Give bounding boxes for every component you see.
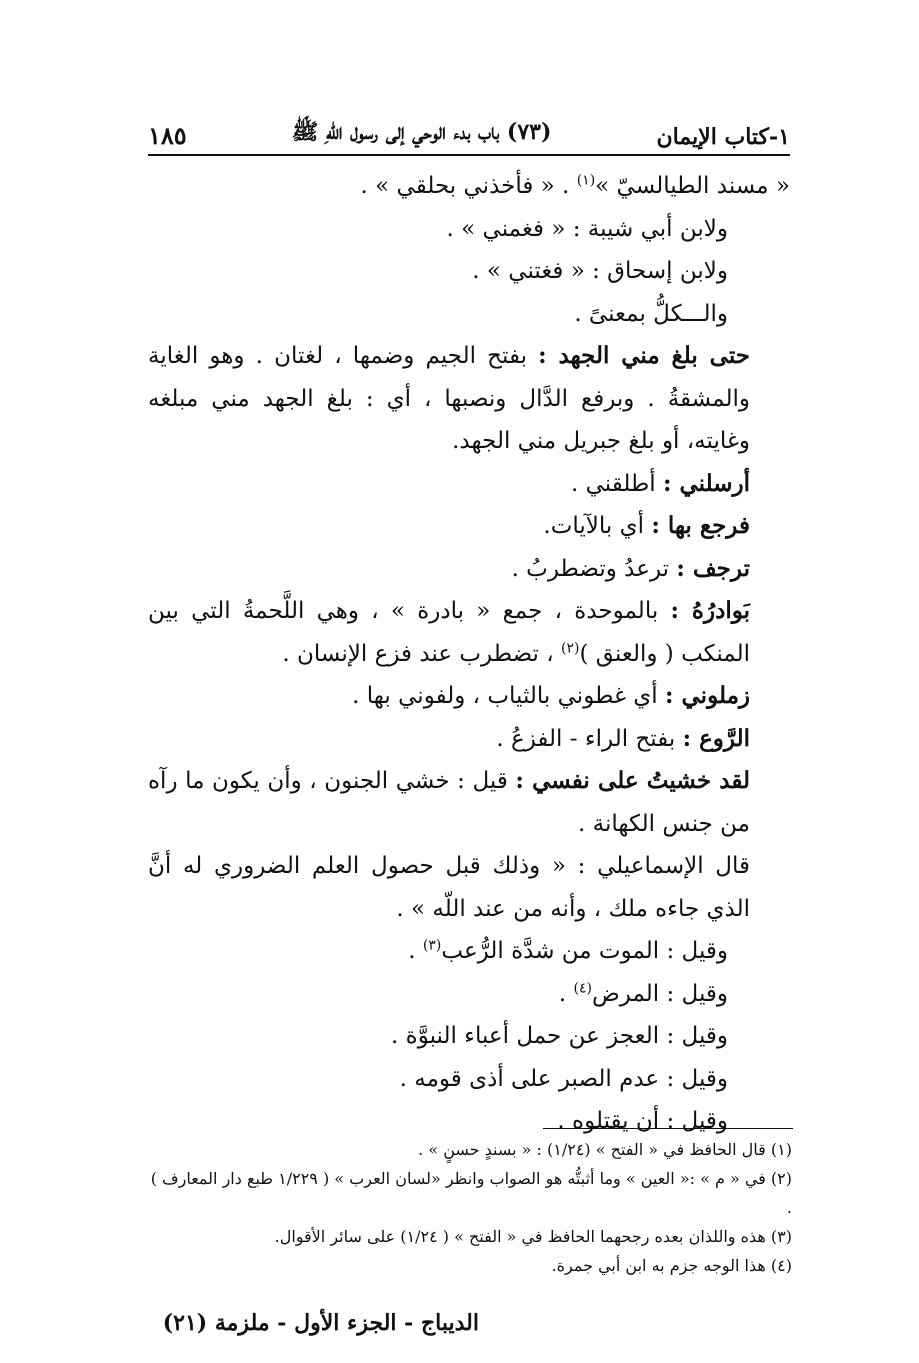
gloss-text: أي بالآيات. [543, 513, 645, 539]
gloss-term: الرَّوع : [682, 724, 750, 752]
text-line: وقيل : أن يقتلوه . [557, 1108, 728, 1134]
text-line [148, 930, 790, 973]
gloss-paragraph [148, 548, 790, 591]
footnote-divider [543, 1128, 793, 1129]
gloss-text: بفتح الراء - الفزعُ . [496, 725, 676, 752]
main-text [148, 165, 790, 1143]
text-line [148, 973, 790, 1016]
text-line [148, 165, 790, 208]
gloss-paragraph [148, 463, 790, 506]
gloss-paragraph [148, 675, 790, 718]
quote-paragraph: قال الإسماعيلي : « وذلك قبل حصول العلم الضروري له أنَّ الذي جاءه ملك ، وأنه من عند اللّه » . [148, 853, 750, 922]
gloss-term: فرجع بها : [651, 512, 750, 539]
gloss-term: بَوادرُهُ : [670, 597, 750, 624]
gloss-term: زملوني : [665, 682, 750, 709]
footnote-ref: (٢) [561, 639, 580, 656]
gloss-text: بالموحدة ، جمع « بادرة » ، وهي اللَّحمةُ التي بين المنكب ( والعنق ) [148, 598, 750, 667]
section-title: (٧٣) باب بدء الوحي إلى رسول اللّهِ ﷺ [291, 119, 552, 145]
gloss-text: قيل : خشي الجنون ، وأن يكون ما رآه من جنس الكهانة . [148, 768, 750, 837]
gloss-term: حتى بلغ مني الجهد : [538, 342, 750, 369]
footnote-ref: (٤) [573, 979, 592, 996]
footnote: (٣) هذه واللذان بعده رجحهما الحافظ في « الفتح » ( ١/٢٤) على سائر الأقوال. [274, 1227, 792, 1246]
line-text: « مسند الطيالسيّ » [595, 173, 790, 199]
gloss-term: أرسلني : [663, 469, 750, 497]
chapter-title: ١-كتاب الإيمان [656, 124, 790, 150]
gloss-paragraph [148, 505, 790, 548]
gloss-term: لقد خشيتُ على نفسي : [515, 767, 751, 794]
gloss-text: أي غطوني بالثياب ، ولفوني بها . [352, 683, 658, 709]
footnote-ref: (٣) [422, 937, 442, 954]
page-number: ١٨٥ [148, 121, 187, 150]
running-header [148, 110, 790, 156]
gloss-paragraph [148, 335, 790, 463]
print-signature: الديباج - الجزء الأول - ملزمة (٢١) [162, 1310, 479, 1336]
text-line: وقيل : عدم الصبر على أذى قومه . [399, 1065, 728, 1092]
line-text: . « فأخذني بحلقي » . [360, 173, 570, 199]
gloss-term: ترجف : [676, 554, 750, 582]
footnote: (٢) في « م » :« العين » وما أثبتُّه هو الصواب وانظر «لسان العرب » ( ١/٢٢٩ طبع دار المعارف ) . [150, 1169, 792, 1217]
footnote-ref: (١) [576, 172, 596, 189]
text-line: والـــكلُّ بمعنىً . [574, 300, 728, 327]
gloss-text: ترعدُ وتضطربُ . [511, 555, 670, 582]
line-text: وقيل : المرض [591, 980, 728, 1007]
footnote: (٤) هذا الوجه جزم به ابن أبي جمرة. [551, 1256, 792, 1275]
gloss-text: بفتح الجيم وضمها ، لغتان . وهو الغاية والمشقةُ . وبرفع الدَّال ونصبها ، أي : بلغ الجهد مني مبلغه وغايته، أو بلغ جبريل مني الجهد. [148, 343, 750, 454]
gloss-paragraph [148, 590, 790, 675]
gloss-paragraph [148, 760, 790, 845]
gloss-text: أطلقني . [571, 470, 656, 497]
text-line: ولابن إسحاق : « فغتني » . [472, 258, 728, 284]
line-text: وقيل : الموت من شدَّة الرُّعب [441, 938, 728, 964]
gloss-paragraph [148, 718, 790, 761]
footnotes [148, 1135, 792, 1280]
text-line: وقيل : العجز عن حمل أعباء النبوَّة . [391, 1023, 728, 1049]
line-text: . [408, 938, 416, 964]
gloss-text: ، تضطرب عند فزع الإنسان . [282, 640, 554, 667]
text-line: ولابن أبي شيبة : « فغمني » . [446, 215, 728, 242]
footnote: (١) قال الحافظ في « الفتح » (١/٢٤) : « بسندٍ حسنٍ » . [418, 1140, 792, 1159]
line-text: . [558, 980, 567, 1007]
